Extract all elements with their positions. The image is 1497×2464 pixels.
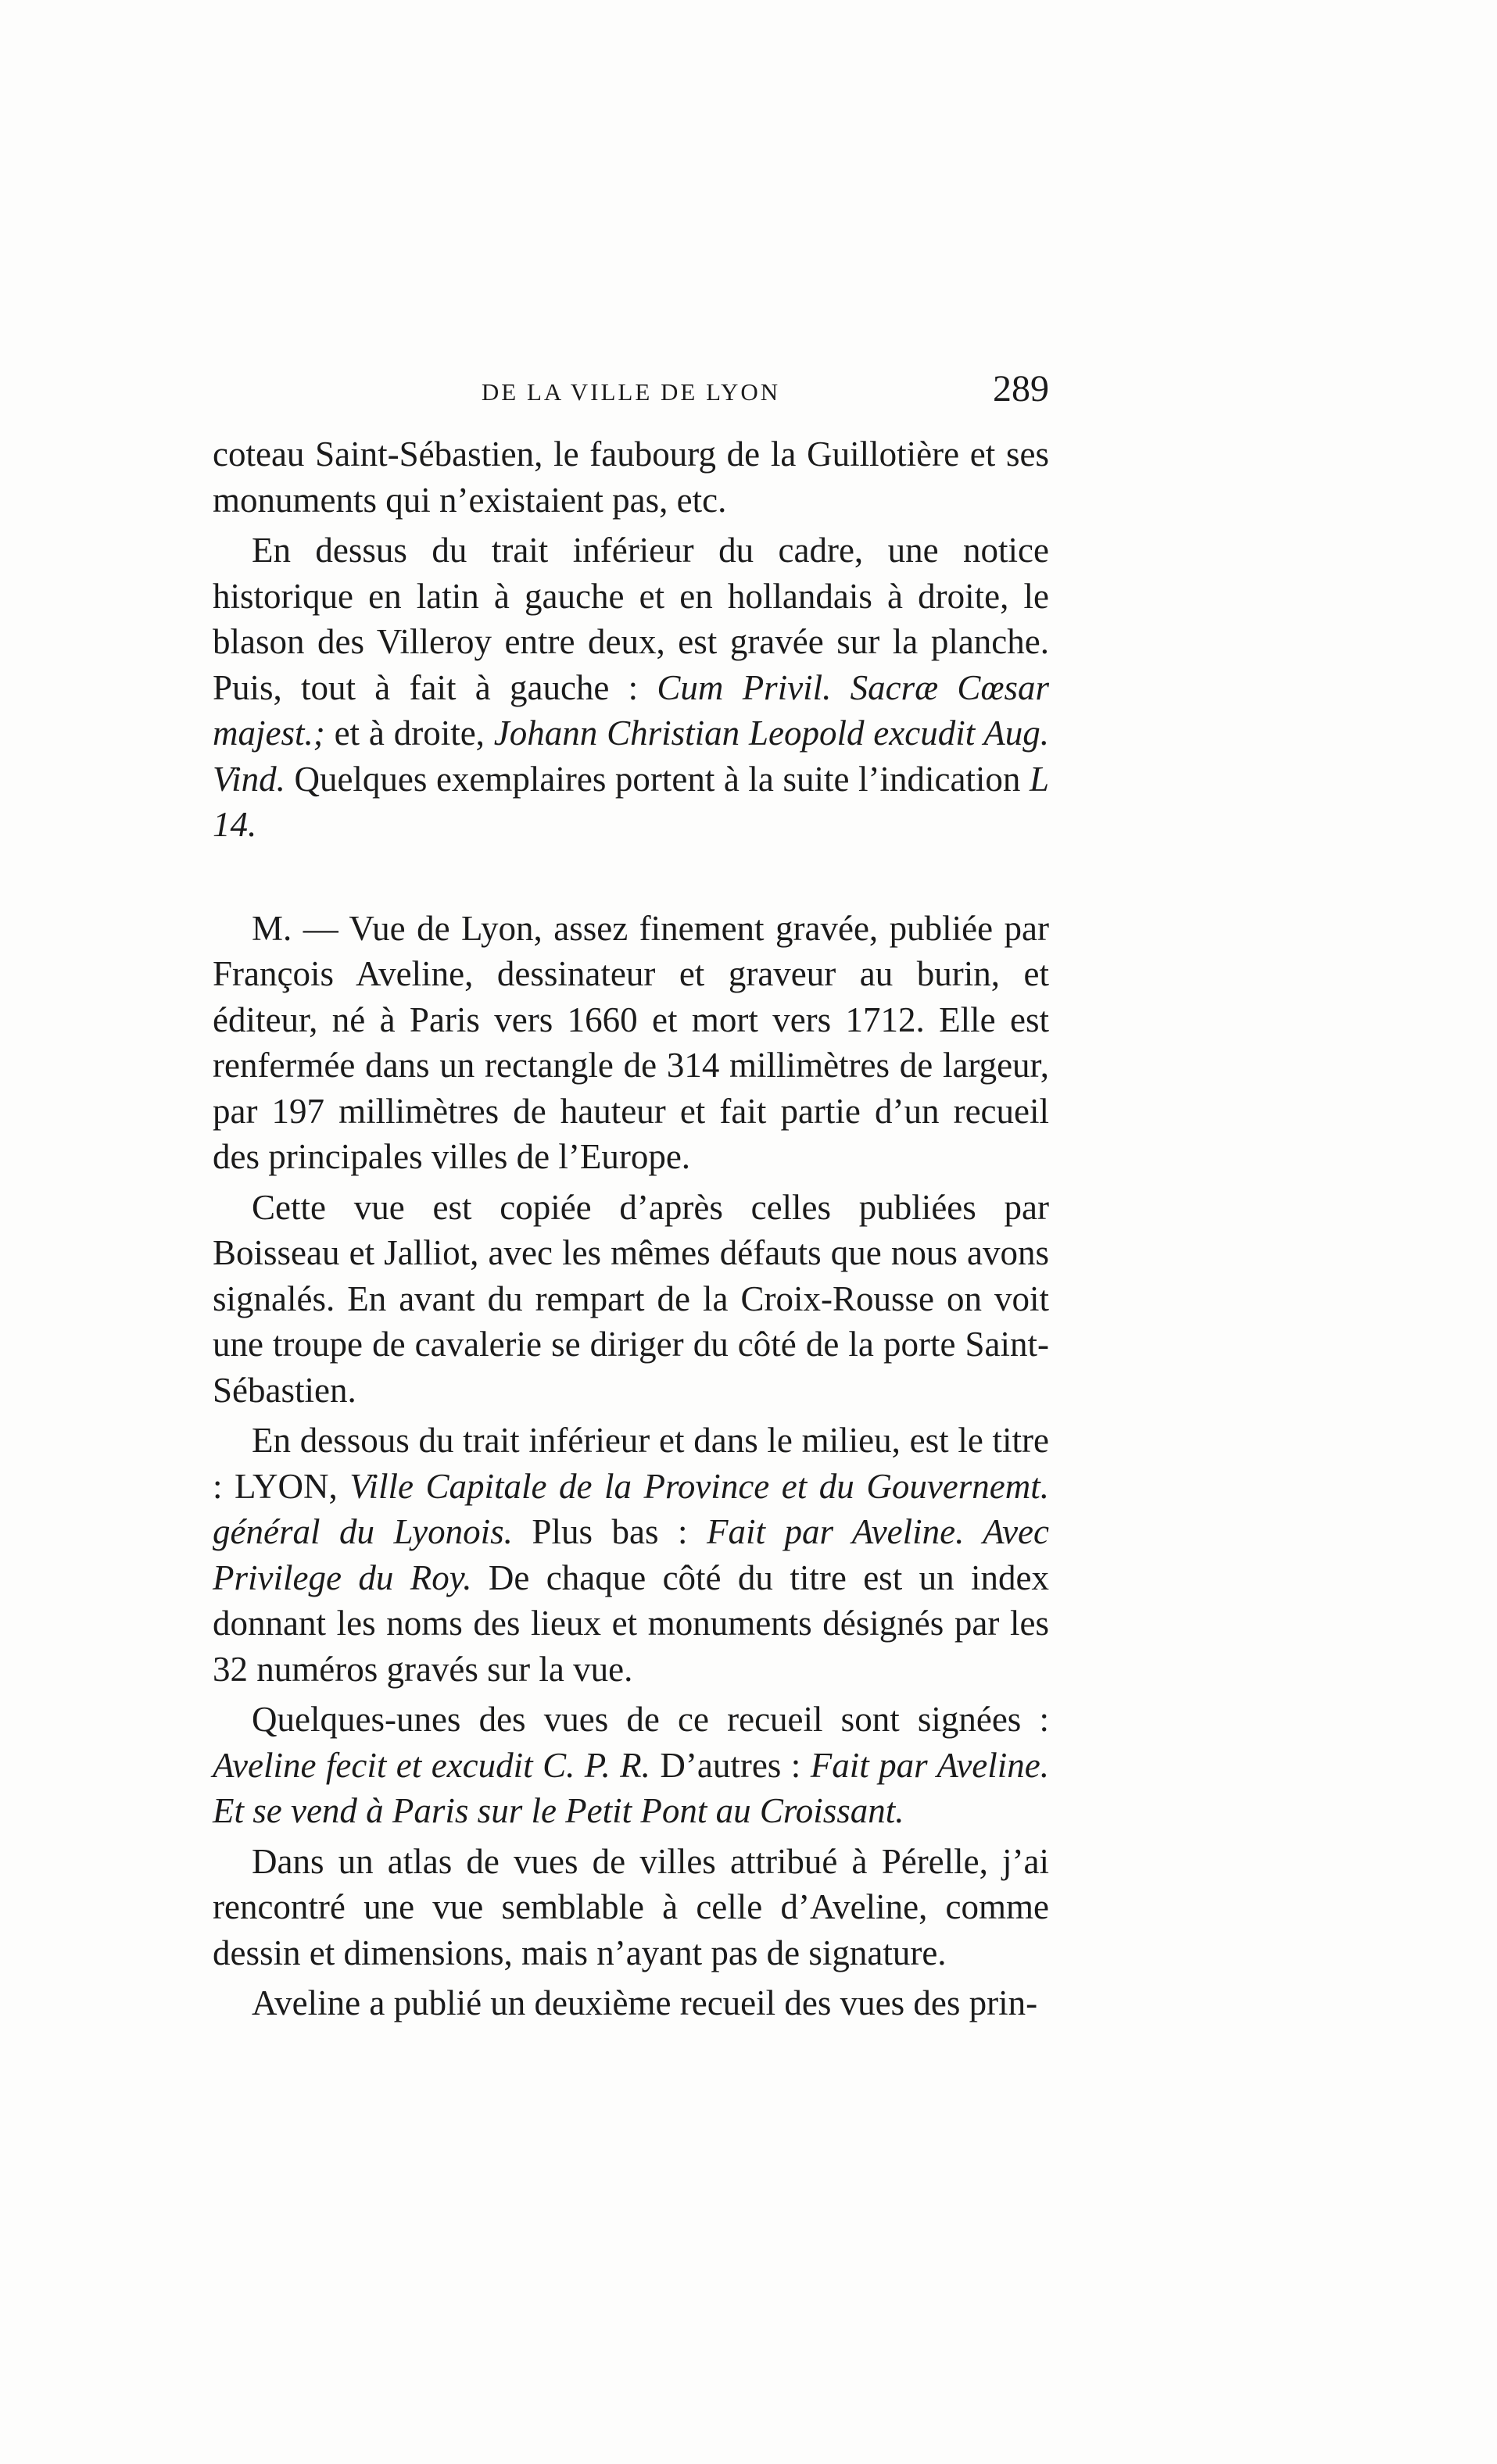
italic-text: Cum Privil. Sacræ Cœsar majest.; [213, 667, 1049, 753]
text-run: Dans un atlas de vues de villes attribué à Pérelle, j’ai rencontré une vue semblable à celle d’Aveline, comme dessin et dimensions, mais n’ayant pas de signature. [213, 1841, 1049, 1972]
text-run: Cette vue est copiée d’après celles publiées par Boisseau et Jalliot, avec les mêmes défauts que nous avons signalés. En avant du rempart de la Croix-Rousse on voit une troupe de cavalerie se diriger du côté de la porte Saint-Sébastien. [213, 1187, 1049, 1410]
running-head [213, 367, 1049, 422]
running-title: DE LA VILLE DE LYON [481, 378, 781, 406]
text-run: Quelques exemplaires portent à la suite l’indication [285, 759, 1030, 799]
paragraph [213, 1185, 1049, 1418]
italic-text: Fait par Aveline. Avec Privilege du Roy. [213, 1512, 1049, 1597]
text-run: M. — Vue de Lyon, assez finement gravée, publiée par François Aveline, dessinateur et graveur au burin, et éditeur, né à Paris vers 1660 et mort vers 1712. Elle est renfermée dans un rectangle de 314 millimètres de largeur, par 197 millimètres de hauteur et fait partie d’un recueil des principales villes de l’Europe. [213, 908, 1049, 1176]
paragraph [213, 1839, 1049, 1981]
italic-text: Johann Christian Leopold excudit Aug. Vind. [213, 713, 1049, 799]
text-run: Plus bas : [512, 1512, 707, 1551]
text-run: coteau Saint-Sébastien, le faubourg de la Guillotière et ses monuments qui n’existaient pas, etc. [213, 435, 1049, 520]
text-run: En dessous du trait inférieur et dans le milieu, est le titre : LYON, [213, 1421, 1049, 1506]
paragraph [213, 527, 1049, 853]
text-run: En dessus du trait inférieur du cadre, une notice historique en latin à gauche et en hollandais à droite, le blason des Villeroy entre deux, est gravée sur la planche. Puis, tout à fait à gauche : [213, 531, 1049, 707]
italic-text: Aveline fecit et excudit C. P. R. [213, 1745, 650, 1785]
italic-text: L 14. [213, 759, 1049, 844]
body-text [213, 431, 1049, 2031]
paragraph [213, 1418, 1049, 1697]
text-run: De chaque côté du titre est un index donnant les noms des lieux et monuments désignés par les 32 numéros gravés sur la vue. [213, 1557, 1049, 1689]
paragraph [213, 1980, 1049, 2031]
italic-text: Fait par Aveline. Et se vend à Paris sur le Petit Pont au Croissant. [213, 1745, 1050, 1830]
text-run: Aveline a publié un deuxième recueil des vues des prin- [252, 1983, 1038, 2022]
text-run: et à droite, [324, 713, 494, 753]
paragraph [213, 431, 1049, 527]
paragraph [213, 906, 1049, 1185]
text-run: Quelques-unes des vues de ce recueil sont signées : [252, 1700, 1049, 1739]
paragraph [213, 1697, 1049, 1839]
italic-text: Ville Capitale de la Province et du Gouvernemt. général du Lyonois. [213, 1466, 1049, 1551]
page-number: 289 [993, 368, 1049, 409]
text-run: D’autres : [650, 1745, 811, 1785]
